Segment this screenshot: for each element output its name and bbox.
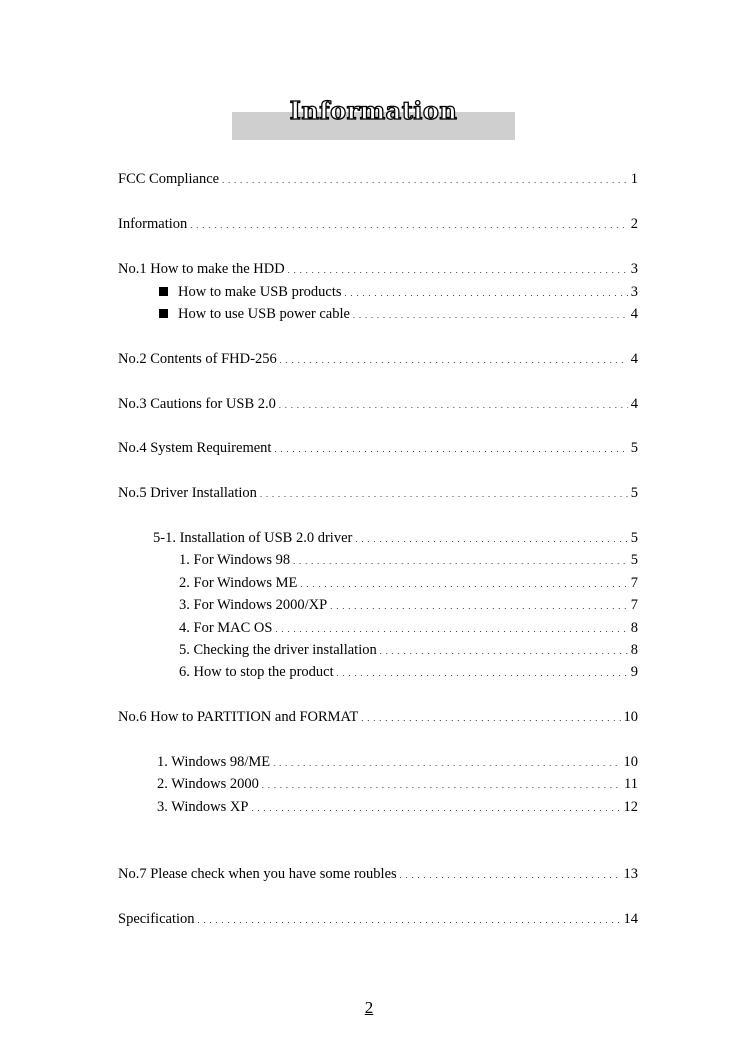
toc-entry — [118, 438, 638, 458]
toc-entry — [118, 214, 638, 234]
toc-entry-page: 4 — [630, 396, 638, 412]
toc-leader — [337, 664, 628, 684]
toc-leader — [262, 776, 621, 796]
page-number: 2 — [364, 998, 374, 1017]
toc-entry-title: No.5 Driver Installation — [118, 485, 257, 501]
toc-leader — [288, 261, 628, 281]
square-bullet-icon — [159, 287, 168, 296]
toc-entry-title: 3. For Windows 2000/XP — [179, 597, 328, 613]
toc-entry-title: 2. For Windows ME — [179, 575, 298, 591]
toc-entry-title: How to use USB power cable — [178, 306, 350, 322]
toc-entry — [159, 304, 638, 324]
toc-entry-page: 1 — [630, 171, 638, 187]
toc-entry-title: No.1 How to make the HDD — [118, 261, 285, 277]
toc-entry-page: 13 — [623, 866, 638, 882]
toc-leader — [400, 866, 621, 886]
toc-entry-page: 2 — [630, 216, 638, 232]
square-bullet-icon — [159, 309, 168, 318]
toc-leader — [280, 351, 628, 371]
toc-entry-page: 12 — [623, 799, 638, 815]
toc-entry — [179, 573, 638, 593]
toc-entry — [118, 483, 638, 503]
toc-leader — [222, 171, 628, 191]
toc-leader — [380, 642, 628, 662]
toc-entry — [118, 259, 638, 279]
toc-entry-page: 7 — [630, 597, 638, 613]
toc-entry — [179, 550, 638, 570]
toc-leader — [273, 754, 620, 774]
toc-entry — [118, 707, 638, 727]
toc-entry — [153, 528, 638, 548]
toc-entry-page: 5 — [630, 440, 638, 456]
toc-leader — [330, 597, 628, 617]
page-title: Information — [289, 96, 458, 125]
toc-entry-page: 9 — [630, 664, 638, 680]
toc-entry — [118, 394, 638, 414]
toc-entry-page: 4 — [630, 306, 638, 322]
toc-entry-title: FCC Compliance — [118, 171, 220, 187]
toc-entry-page: 5 — [630, 552, 638, 568]
toc-entry-page: 3 — [630, 261, 638, 277]
toc-entry-page: 4 — [630, 351, 638, 367]
toc-entry-title: No.3 Cautions for USB 2.0 — [118, 396, 276, 412]
toc-leader — [361, 709, 620, 729]
toc-entry-title: 2. Windows 2000 — [157, 776, 259, 792]
toc-entry-page: 11 — [624, 776, 638, 792]
toc-entry — [157, 774, 638, 794]
toc-entry — [179, 618, 638, 638]
toc-leader — [190, 216, 627, 236]
toc-entry-title: 6. How to stop the product — [179, 664, 334, 680]
toc-leader — [275, 620, 627, 640]
toc-leader — [274, 440, 627, 460]
toc-entry-title: No.7 Please check when you have some roubles — [118, 866, 397, 882]
toc-entry-page: 3 — [630, 284, 638, 300]
toc-entry — [118, 864, 638, 884]
toc-entry — [179, 662, 638, 682]
toc-entry-title: 3. Windows XP — [157, 799, 249, 815]
toc-entry — [157, 797, 638, 817]
toc-entry — [179, 640, 638, 660]
toc-leader — [198, 911, 621, 931]
toc-entry — [159, 282, 638, 302]
toc-entry-title: Information — [118, 216, 188, 232]
toc-entry-page: 14 — [623, 911, 638, 927]
toc-leader — [260, 485, 628, 505]
toc-entry — [157, 752, 638, 772]
toc-entry-page: 8 — [630, 620, 638, 636]
toc-entry-title: 1. For Windows 98 — [179, 552, 291, 568]
toc-entry-title: Specification — [118, 911, 195, 927]
toc-leader — [355, 530, 627, 550]
toc-entry-page: 5 — [630, 530, 638, 546]
toc-entry-title: No.6 How to PARTITION and FORMAT — [118, 709, 359, 725]
toc-entry-title: 5-1. Installation of USB 2.0 driver — [153, 530, 353, 546]
toc-entry — [118, 349, 638, 369]
toc-entry-page: 10 — [623, 754, 638, 770]
toc-leader — [353, 306, 628, 326]
toc-entry-title: How to make USB products — [178, 284, 342, 300]
toc-entry-page: 7 — [630, 575, 638, 591]
toc-entry-title: 1. Windows 98/ME — [157, 754, 271, 770]
toc-entry-title: 5. Checking the driver installation — [179, 642, 377, 658]
toc-entry-title: 4. For MAC OS — [179, 620, 273, 636]
toc-entry-title: No.2 Contents of FHD-256 — [118, 351, 277, 367]
toc-leader — [345, 284, 628, 304]
toc-leader — [251, 799, 620, 819]
toc-entry-page: 5 — [630, 485, 638, 501]
toc-entry-page: 8 — [630, 642, 638, 658]
toc-leader — [300, 575, 627, 595]
toc-entry-title: No.4 System Requirement — [118, 440, 272, 456]
toc-entry — [118, 169, 638, 189]
toc-entry — [118, 909, 638, 929]
toc-leader — [279, 396, 628, 416]
toc-entry — [179, 595, 638, 615]
toc-leader — [293, 552, 628, 572]
toc-entry-page: 10 — [623, 709, 638, 725]
